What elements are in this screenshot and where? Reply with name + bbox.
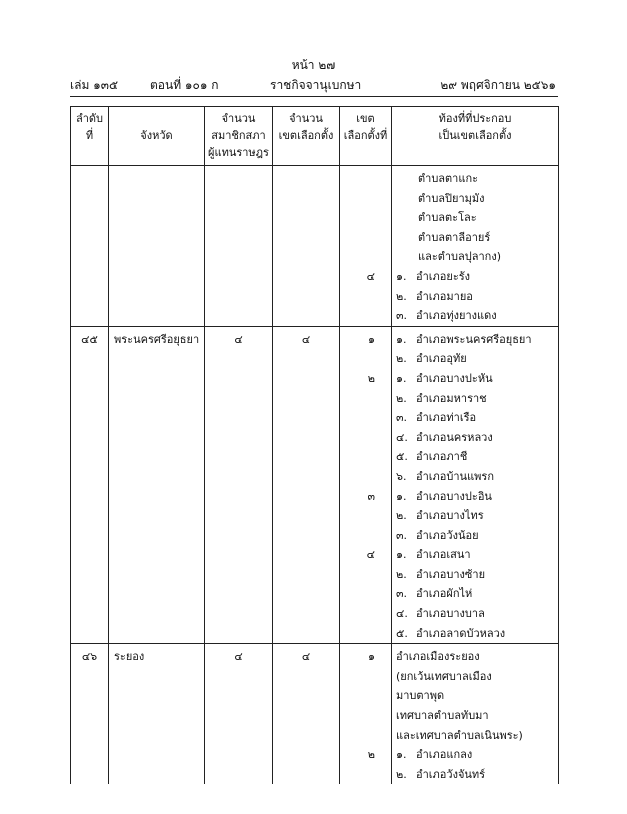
zone-number xyxy=(340,526,391,546)
area-line xyxy=(392,208,558,228)
issue-label: ตอนที่ ๑๐๑ ก xyxy=(150,78,219,92)
zone-number: ๔ xyxy=(366,269,375,283)
zone-cell xyxy=(340,644,392,785)
list-number: ๒. xyxy=(396,391,407,405)
area-line xyxy=(392,487,558,507)
col-header-zone xyxy=(340,107,392,166)
header-line: ลำดับ xyxy=(75,112,104,125)
area-line xyxy=(392,389,558,409)
area-name: อำเภอบางซ้าย xyxy=(416,567,486,581)
list-number: ๓. xyxy=(396,309,408,323)
area-line xyxy=(392,565,558,585)
zone-number xyxy=(340,169,391,189)
list-number: ๑. xyxy=(396,548,407,562)
members-cell: ๔ xyxy=(205,326,273,644)
col-header-districts xyxy=(273,107,340,166)
zone-number: ๒ xyxy=(367,371,375,385)
zone-number xyxy=(340,389,391,409)
area-name: อำเภอยะรัง xyxy=(416,269,471,283)
header-line: ผู้แทนราษฎร xyxy=(208,146,269,159)
header-line: เลือกตั้งที่ xyxy=(343,129,388,142)
area-name: อำเภอแกลง xyxy=(416,748,473,762)
area-line xyxy=(392,447,558,467)
list-number: ๓. xyxy=(396,411,408,425)
area-line xyxy=(392,647,558,667)
list-number: ๕. xyxy=(396,626,408,640)
header-line: สมาชิกสภา xyxy=(211,129,266,142)
list-number: ๑. xyxy=(396,371,407,385)
members-cell: ๔ xyxy=(205,644,273,785)
area-name: อำเภอบ้านแพรก xyxy=(416,469,494,483)
header-line: จำนวน xyxy=(289,112,323,125)
list-number: ๒. xyxy=(396,509,407,523)
area-name: อำเภอเมืองระยอง xyxy=(396,650,480,664)
area-name: อำเภออุทัย xyxy=(416,352,467,366)
zone-number xyxy=(340,428,391,448)
order-cell: ๔๕ xyxy=(71,326,109,644)
table-header-row xyxy=(71,107,559,166)
zone-number xyxy=(340,667,391,687)
area-name: และตำบลปุลากง) xyxy=(418,250,502,264)
list-number: ๒. xyxy=(396,289,407,303)
area-line xyxy=(392,545,558,565)
area-line xyxy=(392,408,558,428)
area-name: อำเภอผักไห่ xyxy=(416,587,473,601)
area-name: อำเภอนครหลวง xyxy=(416,430,493,444)
header-line: ที่ xyxy=(85,129,94,142)
province-row xyxy=(71,644,559,785)
zone-number xyxy=(340,208,391,228)
list-number: ๔. xyxy=(396,430,408,444)
area-name: และเทศบาลตำบลเนินพระ) xyxy=(396,728,523,742)
gazette-title: ราชกิจจานุเบกษา xyxy=(270,78,362,92)
area-name: ตำบลปิยามุมัง xyxy=(418,191,485,205)
area-line xyxy=(392,765,558,785)
header-line: ท้องที่ที่ประกอบ xyxy=(438,112,512,125)
area-line xyxy=(392,584,558,604)
area-line xyxy=(392,267,558,287)
area-line xyxy=(392,526,558,546)
header-rule xyxy=(70,96,558,97)
area-name: (ยกเว้นเทศบาลเมือง xyxy=(396,669,492,683)
districts-cell: ๔ xyxy=(273,326,340,644)
zone-number xyxy=(340,189,391,209)
area-line xyxy=(392,506,558,526)
area-line xyxy=(392,726,558,746)
area-line xyxy=(392,624,558,644)
volume-label: เล่ม ๑๓๕ xyxy=(70,78,119,92)
area-name: ตำบลตาลีอายร์ xyxy=(418,230,491,244)
area-line xyxy=(392,369,558,389)
zone-number xyxy=(340,726,391,746)
area-line xyxy=(392,228,558,248)
zone-number xyxy=(340,765,391,785)
zone-number xyxy=(340,306,391,326)
districts-cell: ๔ xyxy=(273,644,340,785)
area-name: อำเภอบางบาล xyxy=(416,607,485,621)
area-line xyxy=(392,604,558,624)
zone-number xyxy=(340,506,391,526)
area-cell xyxy=(392,326,559,644)
area-line xyxy=(392,467,558,487)
list-number: ๒. xyxy=(396,352,407,366)
province-cell xyxy=(109,166,205,327)
area-name: อำเภอบางปะอิน xyxy=(416,489,492,503)
zone-number: ๒ xyxy=(367,748,375,762)
gazette-header xyxy=(70,76,556,94)
area-line xyxy=(392,247,558,267)
area-name: อำเภอบางปะหัน xyxy=(416,371,493,385)
list-number: ๒. xyxy=(396,767,407,781)
zone-number xyxy=(340,287,391,307)
districts-cell xyxy=(273,166,340,327)
list-number: ๑. xyxy=(396,489,407,503)
area-name: อำเภอท่าเรือ xyxy=(416,411,477,425)
col-header-area xyxy=(392,107,559,166)
area-name: เทศบาลตำบลทับมา xyxy=(396,709,489,723)
order-cell: ๔๖ xyxy=(71,644,109,785)
area-name: อำเภอบางไทร xyxy=(416,509,484,523)
area-name: อำเภอภาชี xyxy=(416,450,468,464)
area-name: อำเภอพระนครศรีอยุธยา xyxy=(416,332,532,346)
area-name: ตำบลตะโละ xyxy=(418,211,477,225)
zone-number xyxy=(340,247,391,267)
zone-number xyxy=(340,604,391,624)
province-row xyxy=(71,326,559,644)
area-name: อำเภอวังน้อย xyxy=(416,528,479,542)
area-name: มาบตาพุด xyxy=(396,689,445,703)
issue-date: ๒๙ พฤศจิกายน ๒๕๖๑ xyxy=(440,78,556,92)
list-number: ๔. xyxy=(396,607,408,621)
area-line xyxy=(392,330,558,350)
area-name: อำเภอวังจันทร์ xyxy=(416,767,486,781)
zone-number xyxy=(340,467,391,487)
province-cell: พระนครศรีอยุธยา xyxy=(109,326,205,644)
list-number: ๑. xyxy=(396,269,407,283)
zone-cell xyxy=(340,166,392,327)
list-number: ๕. xyxy=(396,450,408,464)
list-number: ๖. xyxy=(396,469,407,483)
area-line xyxy=(392,428,558,448)
area-line xyxy=(392,745,558,765)
list-number: ๑. xyxy=(396,332,407,346)
area-name: อำเภอลาดบัวหลวง xyxy=(416,626,506,640)
list-number: ๒. xyxy=(396,567,407,581)
list-number: ๑. xyxy=(396,748,407,762)
zone-number: ๔ xyxy=(366,548,375,562)
members-cell xyxy=(205,166,273,327)
zone-number xyxy=(340,228,391,248)
zone-number xyxy=(340,686,391,706)
zone-cell xyxy=(340,326,392,644)
area-name: อำเภอมายอ xyxy=(416,289,473,303)
area-name: อำเภอทุ่งยางแดง xyxy=(416,309,497,323)
zone-number xyxy=(340,584,391,604)
area-line xyxy=(392,667,558,687)
area-line xyxy=(392,306,558,326)
col-header-order xyxy=(71,107,109,166)
zone-number xyxy=(340,565,391,585)
area-cell xyxy=(392,644,559,785)
area-cell xyxy=(392,166,559,327)
page-number: หน้า ๒๗ xyxy=(291,58,336,72)
area-line xyxy=(392,169,558,189)
area-name: อำเภอเสนา xyxy=(416,548,471,562)
zone-number xyxy=(340,706,391,726)
area-line xyxy=(392,189,558,209)
zone-number xyxy=(340,349,391,369)
zone-number xyxy=(340,447,391,467)
zone-number: ๓ xyxy=(367,489,375,503)
header-line: จำนวน xyxy=(221,112,256,125)
zone-number: ๑ xyxy=(368,650,375,664)
area-name: ตำบลตาแกะ xyxy=(418,172,479,185)
area-line xyxy=(392,706,558,726)
header-line: จังหวัด xyxy=(140,129,173,142)
list-number: ๓. xyxy=(396,587,408,601)
zone-number xyxy=(340,408,391,428)
area-line xyxy=(392,686,558,706)
area-line xyxy=(392,349,558,369)
col-header-members xyxy=(205,107,273,166)
area-line xyxy=(392,287,558,307)
header-line: เขตเลือกตั้ง xyxy=(278,129,334,142)
order-cell xyxy=(71,166,109,327)
header-line: เขต xyxy=(356,112,375,125)
area-name: อำเภอมหาราช xyxy=(416,391,487,405)
zone-number xyxy=(340,624,391,644)
constituency-table xyxy=(70,106,559,784)
list-number: ๓. xyxy=(396,528,408,542)
zone-number: ๑ xyxy=(368,332,375,346)
col-header-province xyxy=(109,107,205,166)
province-cell: ระยอง xyxy=(109,644,205,785)
province-row xyxy=(71,166,559,327)
header-line: เป็นเขตเลือกตั้ง xyxy=(438,129,512,142)
